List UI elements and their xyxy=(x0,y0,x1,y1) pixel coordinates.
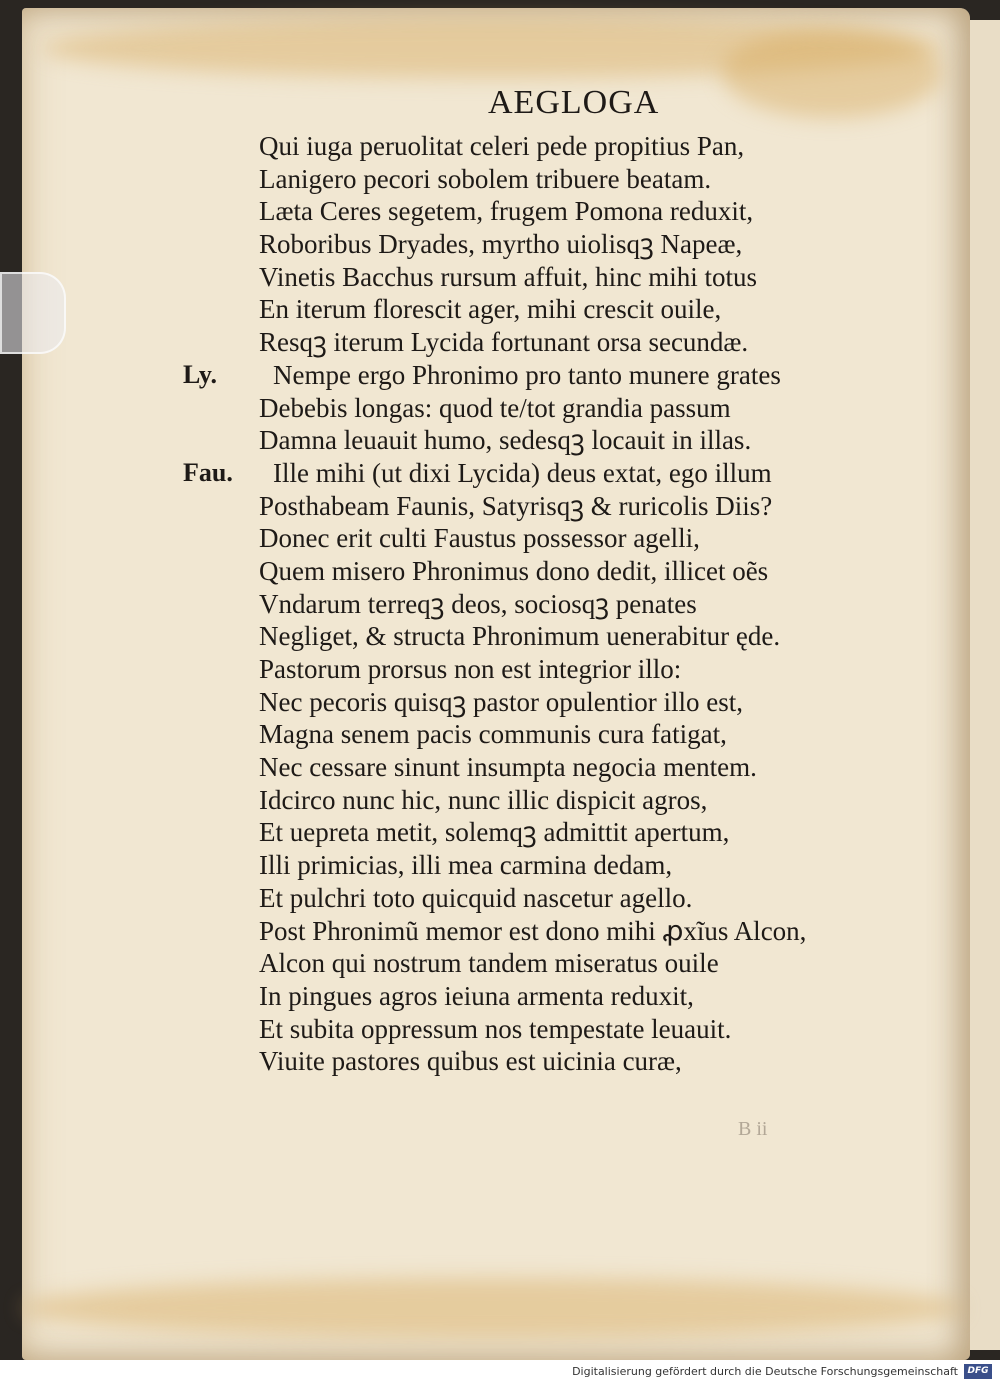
verse-line xyxy=(183,293,873,326)
verse-line xyxy=(183,653,873,686)
verse-line xyxy=(183,718,873,751)
verse-text: Et uepreta metit, solemqꝫ admittit apertum, xyxy=(259,817,730,848)
verse-text: Lanigero pecori sobolem tribuere beatam. xyxy=(259,163,712,194)
verse-line xyxy=(183,620,873,653)
verse-text: Nec cessare sinunt insumpta negocia mentem. xyxy=(259,752,757,783)
verse-text: Qui iuga peruolitat celeri pede propitius Pan, xyxy=(259,131,745,161)
verse-line xyxy=(183,228,873,261)
verse-text: Roboribus Dryades, myrtho uiolisqꝫ Napeæ, xyxy=(259,229,743,260)
verse-line xyxy=(183,588,873,621)
verse-text: In pingues agros ieiuna armenta reduxit, xyxy=(259,980,694,1011)
verse-text: Ille mihi (ut dixi Lycida) deus extat, ego illum xyxy=(273,457,772,488)
verse-line xyxy=(183,915,873,948)
poem-text xyxy=(183,130,873,1078)
verse-line xyxy=(183,359,873,392)
verse-line xyxy=(183,490,873,523)
verse-line xyxy=(183,195,873,228)
verse-text: Magna senem pacis communis cura fatigat, xyxy=(259,719,727,750)
verse-line xyxy=(183,392,873,425)
verse-line xyxy=(183,1045,873,1078)
verse-line xyxy=(183,816,873,849)
speaker-label: Fau. xyxy=(183,457,233,487)
dfg-logo-icon: DFG xyxy=(964,1364,992,1379)
verse-text: Pastorum prorsus non est integrior illo: xyxy=(259,654,682,684)
verse-line xyxy=(183,261,873,294)
verse-line xyxy=(183,980,873,1013)
funding-notice: Digitalisierung gefördert durch die Deutsche Forschungsgemeinschaft xyxy=(572,1365,958,1378)
verse-text: Vinetis Bacchus rursum affuit, hinc mihi totus xyxy=(259,261,758,292)
verse-text: Vndarum terreqꝫ deos, sociosqꝫ penates xyxy=(259,588,697,619)
verse-text: Alcon qui nostrum tandem miseratus ouile xyxy=(259,948,719,979)
page-clip xyxy=(0,272,66,354)
verse-line xyxy=(183,849,873,882)
verse-text: Læta Ceres segetem, frugem Pomona reduxit, xyxy=(259,196,754,227)
verse-line xyxy=(183,163,873,196)
verse-text: Et subita oppressum nos tempestate leuauit. xyxy=(259,1013,732,1044)
verse-line xyxy=(183,686,873,719)
verse-line xyxy=(183,751,873,784)
verse-text: Debebis longas: quod te/tot grandia passum xyxy=(259,392,731,423)
signature-mark: B ii xyxy=(738,1118,768,1140)
page-stain xyxy=(22,1278,962,1338)
verse-text: Resqꝫ iterum Lycida fortunant orsa secundæ. xyxy=(259,327,749,358)
verse-text: Illi primicias, illi mea carmina dedam, xyxy=(259,850,673,881)
verse-text: Donec erit culti Faustus possessor agelli, xyxy=(259,523,700,554)
verse-text: Viuite pastores quibus est uicinia curæ, xyxy=(259,1046,682,1077)
verse-text: Nec pecoris quisqꝫ pastor opulentior illo est, xyxy=(259,686,743,717)
facing-page-edge xyxy=(968,20,1000,1350)
verse-text: Post Phronimũ memor est dono mihi ꝓxĩus Alcon, xyxy=(259,915,807,946)
verse-line xyxy=(183,784,873,817)
verse-text: En iterum florescit ager, mihi crescit ouile, xyxy=(259,294,722,325)
footer-bar xyxy=(0,1360,1000,1385)
page-heading: AEGLOGA xyxy=(488,84,660,121)
verse-line xyxy=(183,326,873,359)
verse-line xyxy=(183,555,873,588)
verse-line xyxy=(183,882,873,915)
verse-text: Idcirco nunc hic, nunc illic dispicit agros, xyxy=(259,784,708,815)
verse-line xyxy=(183,457,873,490)
verse-text: Quem misero Phronimus dono dedit, illicet oẽs xyxy=(259,555,769,586)
verse-line xyxy=(183,1013,873,1046)
verse-text: Nempe ergo Phronimo pro tanto munere grates xyxy=(273,359,781,390)
speaker-label: Ly. xyxy=(183,359,217,389)
verse-text: Et pulchri toto quicquid nascetur agello. xyxy=(259,882,693,913)
verse-text: Posthabeam Faunis, Satyrisqꝫ & ruricolis Diis? xyxy=(259,490,773,521)
verse-line xyxy=(183,424,873,457)
verse-line xyxy=(183,130,873,163)
verse-line xyxy=(183,947,873,980)
verse-text: Damna leuauit humo, sedesqꝫ locauit in illas. xyxy=(259,425,752,456)
page-stain xyxy=(722,28,942,118)
verse-line xyxy=(183,522,873,555)
verse-text: Negliget, & structa Phronimum uenerabitur ęde. xyxy=(259,621,781,652)
